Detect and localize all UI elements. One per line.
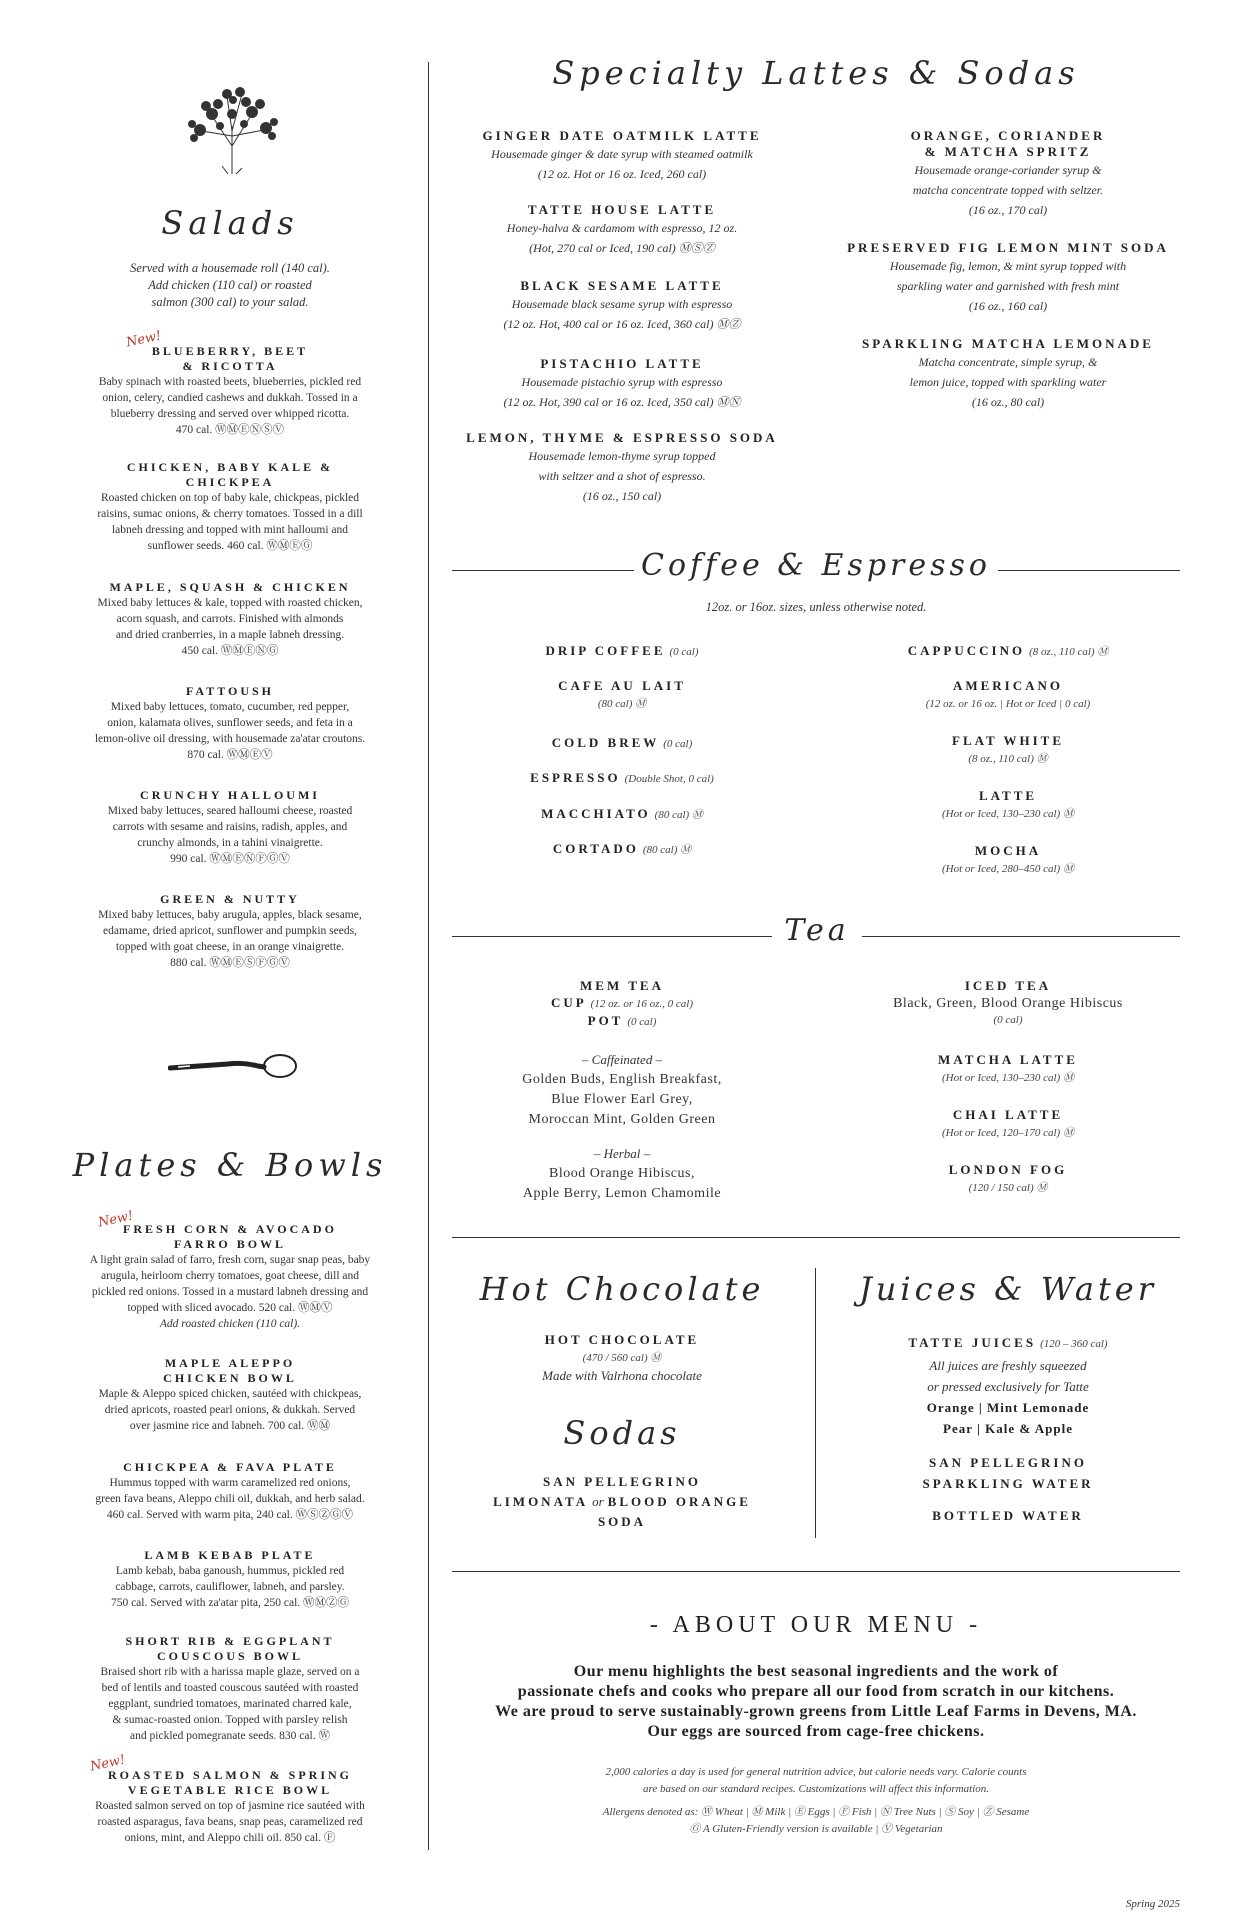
coffee-drip	[452, 642, 792, 660]
hot-chocolate-name: HOT CHOCOLATE	[544, 1332, 700, 1347]
salads-title: Salads	[161, 204, 299, 242]
plate-item-corn-avocado	[40, 1222, 420, 1332]
plate-item-desc: onions, mint, and Aleppo chili oil. 850 cal. Ⓕ	[124, 1832, 336, 1844]
juices-title: Juices & Water	[858, 1270, 1158, 1308]
salad-item-desc: crunchy almonds, in a tahini vinaigrette.	[137, 837, 323, 849]
latte-desc: Housemade orange-coriander syrup &	[914, 163, 1102, 177]
sodas-title: Sodas	[563, 1414, 681, 1452]
coffee-divider-right	[998, 570, 1180, 571]
season-footer: Spring 2025	[1125, 1898, 1180, 1910]
vertical-divider-main	[428, 62, 429, 1850]
tea-caffeinated-list: Blue Flower Earl Grey,	[551, 1092, 693, 1107]
coffee-cafe-au-lait	[452, 678, 792, 714]
salad-item-desc: Mixed baby lettuces, seared halloumi cheese, roasted	[107, 805, 353, 817]
plate-item-name: VEGETABLE RICE BOWL	[127, 1783, 333, 1797]
tea-cup: CUP	[550, 995, 587, 1010]
tea-herbal-list: Apple Berry, Lemon Chamomile	[522, 1186, 722, 1201]
salad-item-desc: 870 cal. ⓌⓂⒺⓋ	[187, 749, 273, 761]
plate-item-desc: pickled red onions. Tossed in a mustard labneh dressing and	[91, 1286, 369, 1298]
plate-item-name: CHICKPEA & FAVA PLATE	[123, 1460, 337, 1474]
about-line: We are proud to serve sustainably-grown greens from Little Leaf Farms in Devens, MA.	[495, 1703, 1137, 1720]
plate-item-desc: 460 cal. Served with warm pita, 240 cal. ⓌⓈⓏⒼⓋ	[106, 1509, 354, 1521]
juices-tatte	[838, 1332, 1178, 1439]
tea-name: CHAI LATTE	[952, 1107, 1064, 1122]
latte-desc: Housemade black sesame syrup with espresso	[511, 297, 733, 311]
new-badge-blueberry: New!	[124, 328, 163, 351]
latte-desc: Housemade lemon-thyme syrup topped	[528, 449, 716, 463]
coffee-cal: (0 cal)	[669, 646, 699, 658]
about-title: - ABOUT OUR MENU -	[649, 1612, 983, 1638]
salad-item-desc: Mixed baby lettuces & kale, topped with roasted chicken,	[97, 597, 363, 609]
about-line: passionate chefs and cooks who prepare all our food from scratch in our kitchens.	[517, 1683, 1115, 1700]
juices-flavors: Orange | Mint Lemonade	[926, 1400, 1090, 1415]
salad-item-desc: onion, kalamata olives, sunflower seeds, and feta in a	[107, 717, 353, 729]
about-line: Our eggs are sourced from cage-free chickens.	[647, 1723, 985, 1740]
plate-item-maple-aleppo	[40, 1356, 420, 1434]
salad-item-desc: Mixed baby lettuces, tomato, cucumber, red pepper,	[110, 701, 350, 713]
coffee-subtitle: 12oz. or 16oz. sizes, unless otherwise noted.	[705, 600, 927, 614]
coffee-name: CAFE AU LAIT	[558, 678, 686, 693]
allergens-legend: Allergens denoted as: Ⓦ Wheat | Ⓜ Milk | Ⓔ Eggs | Ⓕ Fish | Ⓝ Tree Nuts | Ⓢ Soy | Ⓩ Sesame	[602, 1806, 1030, 1818]
new-badge-corn: New!	[96, 1208, 135, 1231]
coffee-cappuccino	[838, 642, 1178, 660]
latte-item-fig-lemon	[838, 240, 1178, 316]
salad-item-name: GREEN & NUTTY	[160, 892, 300, 906]
juices-sparkling-line: SPARKLING WATER	[922, 1476, 1094, 1491]
plate-item-desc: Braised short rib with a harissa maple glaze, served on a	[100, 1666, 360, 1678]
latte-name: & MATCHA SPRITZ	[924, 144, 1092, 159]
latte-item-black-sesame	[452, 278, 792, 334]
salad-item-name: & RICOTTA	[182, 359, 278, 373]
hot-chocolate-cal: (470 / 560 cal) Ⓜ	[582, 1352, 662, 1364]
latte-desc: (12 oz. Hot, 390 cal or 16 oz. Iced, 350 cal) ⓂⓃ	[503, 395, 741, 409]
plate-item-name: MAPLE ALEPPO	[164, 1356, 296, 1370]
latte-desc: Housemade pistachio syrup with espresso	[521, 375, 723, 389]
tea-cal: (120 / 150 cal) Ⓜ	[968, 1182, 1048, 1194]
salads-intro: Served with a housemade roll (140 cal). Add chicken (110 cal) or roasted salmon (300 cal) to your salad.	[130, 261, 330, 309]
coffee-cal: (8 oz., 110 cal) Ⓜ	[968, 753, 1048, 765]
hotchoc-juice-divider	[815, 1268, 816, 1538]
latte-desc: Housemade fig, lemon, & mint syrup topped with	[889, 259, 1127, 273]
tea-matcha-latte	[838, 1052, 1178, 1088]
coffee-divider-left	[452, 570, 634, 571]
coffee-name: ESPRESSO	[530, 770, 621, 785]
latte-desc: sparkling water and garnished with fresh mint	[896, 279, 1120, 293]
latte-item-lemon-thyme	[452, 430, 792, 506]
latte-desc: (16 oz., 170 cal)	[968, 203, 1048, 217]
gluten-legend: Ⓖ A Gluten-Friendly version is available | Ⓥ Vegetarian	[689, 1823, 943, 1835]
coffee-name: LATTE	[978, 788, 1038, 803]
juices-bottled-name: BOTTLED WATER	[932, 1508, 1084, 1523]
tea-caffeinated-list: Golden Buds, English Breakfast,	[522, 1072, 722, 1087]
salad-item-name: FATTOUSH	[185, 684, 274, 698]
latte-desc: Honey-halva & cardamom with espresso, 12 oz.	[506, 221, 738, 235]
juices-sparkling	[838, 1452, 1178, 1494]
plate-item-desc: over jasmine rice and labneh. 700 cal. ⓌⓂ	[129, 1420, 331, 1432]
latte-desc: matcha concentrate topped with seltzer.	[912, 183, 1104, 197]
juices-name: TATTE JUICES	[908, 1335, 1037, 1350]
plate-item-desc: topped with sliced avocado. 520 cal. ⓌⓂⓋ	[127, 1302, 333, 1314]
coffee-flat-white	[838, 733, 1178, 769]
coffee-name: MACCHIATO	[541, 806, 651, 821]
sodas-item	[452, 1472, 792, 1532]
sodas-blood-orange: BLOOD ORANGE	[607, 1494, 751, 1509]
salad-item-green-nutty	[40, 892, 420, 971]
salad-item-maple-squash	[40, 580, 420, 659]
coffee-title: Coffee & Espresso	[641, 548, 991, 583]
salad-item-desc: 990 cal. ⓌⓂⒺⓃⒻⒼⓋ	[170, 853, 290, 865]
coffee-mocha	[838, 843, 1178, 879]
plate-item-desc: Hummus topped with warm caramelized red onions,	[109, 1477, 351, 1489]
plate-item-desc: arugula, heirloom cherry tomatoes, goat cheese, dill and	[100, 1270, 360, 1282]
salad-item-desc: 450 cal. ⓌⓂⒺⓃⒼ	[181, 645, 279, 657]
salad-item-name: CHICKEN, BABY KALE &	[126, 460, 334, 474]
about-disclaimer	[452, 1764, 1180, 1838]
latte-item-tatte-house	[452, 202, 792, 258]
plate-item-name: FRESH CORN & AVOCADO	[123, 1222, 337, 1236]
coffee-name: COLD BREW	[551, 735, 660, 750]
salad-item-desc: sunflower seeds. 460 cal. ⓌⓂⒺⒼ	[147, 540, 313, 552]
juices-desc: All juices are freshly squeezed	[929, 1358, 1087, 1373]
plate-item-name: SHORT RIB & EGGPLANT	[125, 1634, 335, 1648]
tea-title: Tea	[784, 913, 850, 948]
plate-item-desc: eggplant, sundried tomatoes, marinated charred kale,	[108, 1698, 352, 1710]
coffee-cortado	[452, 840, 792, 858]
plate-item-name: COUSCOUS BOWL	[156, 1649, 304, 1663]
tea-cal: (Hot or Iced, 130–230 cal) Ⓜ	[942, 1072, 1074, 1084]
hot-chocolate-item	[452, 1332, 792, 1384]
coffee-cal: (Double Shot, 0 cal)	[624, 773, 714, 785]
tea-london-fog	[838, 1162, 1178, 1198]
tea-iced-desc: Black, Green, Blood Orange Hibiscus	[893, 996, 1123, 1011]
latte-desc: lemon juice, topped with sparkling water	[909, 375, 1107, 389]
coffee-espresso	[452, 769, 792, 787]
latte-name: TATTE HOUSE LATTE	[527, 202, 717, 217]
plate-item-name: LAMB KEBAB PLATE	[144, 1548, 316, 1562]
coffee-name: CORTADO	[552, 841, 639, 856]
latte-item-ginger-date	[452, 128, 792, 184]
juices-flavors: Pear | Kale & Apple	[943, 1421, 1073, 1436]
salad-item-desc: labneh dressing and topped with mint halloumi and	[111, 524, 349, 536]
tea-cal: (Hot or Iced, 120–170 cal) Ⓜ	[942, 1127, 1074, 1139]
coffee-name: DRIP COFFEE	[545, 643, 666, 658]
sodas-line: SAN PELLEGRINO	[543, 1474, 701, 1489]
salad-item-name: BLUEBERRY, BEET	[151, 344, 309, 358]
section-divider-2	[452, 1571, 1180, 1572]
tea-name: MATCHA LATTE	[938, 1052, 1078, 1067]
salad-item-name: MAPLE, SQUASH & CHICKEN	[109, 580, 351, 594]
plate-item-desc: Roasted salmon served on top of jasmine rice sautéed with	[95, 1800, 365, 1812]
tea-caffeinated	[452, 1050, 792, 1130]
tea-herbal-list: Blood Orange Hibiscus,	[549, 1166, 695, 1181]
coffee-cal: (12 oz. or 16 oz. | Hot or Iced | 0 cal)	[925, 698, 1091, 710]
salad-item-desc: raisins, sumac onions, & cherry tomatoes. Tossed in a dill	[97, 508, 363, 520]
latte-name: GINGER DATE OATMILK LATTE	[482, 128, 762, 143]
latte-desc: (12 oz. Hot, 400 cal or 16 oz. Iced, 360 cal) ⓂⓏ	[503, 317, 741, 331]
section-divider-1	[452, 1237, 1180, 1238]
new-badge-salmon: New!	[88, 1752, 127, 1775]
salad-item-desc: acorn squash, and carrots. Finished with almonds	[116, 613, 344, 625]
spoon-illustration	[168, 1050, 300, 1084]
latte-desc: (16 oz., 160 cal)	[968, 299, 1048, 313]
sodas-limonata: LIMONATA	[493, 1494, 589, 1509]
coffee-name: CAPPUCCINO	[907, 643, 1026, 658]
sodas-line: SODA	[597, 1514, 647, 1529]
plate-item-desc: roasted asparagus, fava beans, snap peas, caramelized red	[97, 1816, 363, 1828]
plate-item-desc: & sumac-roasted onion. Topped with parsley relish	[112, 1714, 348, 1726]
tea-chai-latte	[838, 1107, 1178, 1143]
coffee-cold-brew	[452, 734, 792, 752]
tea-mem-tea	[452, 978, 792, 1030]
coffee-macchiato	[452, 805, 792, 823]
salad-item-desc: Roasted chicken on top of baby kale, chickpeas, pickled	[100, 492, 360, 504]
salad-item-desc: 880 cal. ⓌⓂⒺⓈⒻⒼⓋ	[170, 957, 290, 969]
latte-desc: Matcha concentrate, simple syrup, &	[918, 355, 1098, 369]
coffee-cal: (80 cal) Ⓜ	[654, 809, 703, 821]
coffee-name: AMERICANO	[952, 678, 1064, 693]
tea-name: MEM TEA	[580, 978, 664, 993]
tea-pot: POT	[587, 1013, 624, 1028]
latte-desc: (Hot, 270 cal or Iced, 190 cal) ⓂⓈⓏ	[529, 241, 715, 255]
tea-cup-note: (12 oz. or 16 oz., 0 cal)	[590, 998, 694, 1010]
salad-item-desc: lemon-olive oil dressing, with housemade za'atar croutons.	[94, 733, 366, 745]
salad-item-name: CRUNCHY HALLOUMI	[140, 788, 320, 802]
latte-name: LEMON, THYME & ESPRESSO SODA	[466, 430, 778, 445]
coffee-cal: (Hot or Iced, 280–450 cal) Ⓜ	[942, 863, 1074, 875]
latte-name: PRESERVED FIG LEMON MINT SODA	[847, 240, 1169, 255]
plate-item-desc: green fava beans, Aleppo chili oil, dukkah, and herb salad.	[95, 1493, 365, 1505]
coffee-cal: (0 cal)	[663, 738, 693, 750]
salad-item-desc: topped with goat cheese, in an orange vinaigrette.	[115, 941, 345, 953]
salad-item-name: CHICKPEA	[185, 475, 275, 489]
tea-name: ICED TEA	[964, 978, 1052, 993]
salad-item-fattoush	[40, 684, 420, 763]
latte-item-orange-matcha	[838, 128, 1178, 220]
tea-divider-right	[862, 936, 1180, 937]
coffee-cal: (80 cal) Ⓜ	[642, 844, 692, 856]
salad-item-blueberry	[40, 344, 420, 438]
salad-item-desc: blueberry dressing and served over whipped ricotta.	[110, 408, 350, 420]
plate-item-lamb-kebab	[40, 1548, 420, 1611]
coffee-name: MOCHA	[974, 843, 1042, 858]
plate-item-name: ROASTED SALMON & SPRING	[107, 1768, 353, 1782]
herb-illustration	[172, 86, 292, 176]
tea-divider-left	[452, 936, 772, 937]
salad-item-crunchy-halloumi	[40, 788, 420, 867]
salad-item-desc: Mixed baby lettuces, baby arugula, apples, black sesame,	[98, 909, 362, 921]
salad-item-desc: Baby spinach with roasted beets, blueberries, pickled red	[98, 376, 362, 388]
salad-item-desc: onion, celery, candied cashews and dukkah. Tossed in a	[102, 392, 358, 404]
juices-bottled	[838, 1508, 1178, 1524]
juices-sparkling-line: SAN PELLEGRINO	[929, 1455, 1087, 1470]
juices-cal: (120 – 360 cal)	[1040, 1338, 1108, 1350]
latte-name: ORANGE, CORIANDER	[910, 128, 1106, 143]
plate-item-extra: Add roasted chicken (110 cal).	[159, 1318, 301, 1330]
latte-item-pistachio	[452, 356, 792, 412]
tea-iced-tea	[838, 978, 1178, 1026]
latte-name: BLACK SESAME LATTE	[520, 278, 724, 293]
coffee-latte	[838, 788, 1178, 824]
tea-pot-note: (0 cal)	[627, 1016, 657, 1028]
disclaimer-line: are based on our standard recipes. Customizations will affect this information.	[643, 1783, 989, 1795]
plate-item-desc: dried apricots, roasted pearl onions, & dukkah. Served	[104, 1404, 356, 1416]
plate-item-desc: A light grain salad of farro, fresh corn, sugar snap peas, baby	[89, 1254, 371, 1266]
latte-desc: with seltzer and a shot of espresso.	[538, 469, 706, 483]
salad-item-desc: edamame, dried apricot, sunflower and pumpkin seeds,	[103, 925, 357, 937]
hot-chocolate-title: Hot Chocolate	[479, 1270, 765, 1308]
plate-item-desc: bed of lentils and toasted couscous sautéed with roasted	[101, 1682, 359, 1694]
about-line: Our menu highlights the best seasonal ingredients and the work of	[573, 1663, 1059, 1680]
plate-item-desc: Maple & Aleppo spiced chicken, sautéed with chickpeas,	[98, 1388, 362, 1400]
salad-item-desc: carrots with sesame and raisins, radish, apples, and	[112, 821, 348, 833]
latte-desc: Housemade ginger & date syrup with steamed oatmilk	[491, 147, 753, 161]
sodas-or: or	[592, 1494, 604, 1509]
plate-item-roasted-salmon	[40, 1768, 420, 1846]
salad-item-desc: 470 cal. ⓌⓂⒺⓃⓈⓋ	[175, 424, 285, 436]
salad-item-desc: and dried cranberries, in a maple labneh dressing.	[115, 629, 345, 641]
latte-item-sparkling-matcha	[838, 336, 1178, 412]
plate-item-desc: cabbage, carrots, cauliflower, labneh, and parsley.	[115, 1581, 345, 1593]
coffee-name: FLAT WHITE	[952, 733, 1064, 748]
plate-item-name: FARRO BOWL	[173, 1237, 287, 1251]
plate-item-chickpea-fava	[40, 1460, 420, 1523]
lattes-title: Specialty Lattes & Sodas	[552, 54, 1080, 92]
disclaimer-line: 2,000 calories a day is used for general nutrition advice, but calorie needs vary. Calorie counts	[605, 1766, 1027, 1778]
latte-name: PISTACHIO LATTE	[540, 356, 704, 371]
coffee-cal: (8 oz., 110 cal) Ⓜ	[1029, 646, 1109, 658]
tea-caffeinated-label: – Caffeinated –	[581, 1052, 663, 1067]
plate-item-desc: 750 cal. Served with za'atar pita, 250 cal. ⓌⓂⓏⒼ	[110, 1597, 350, 1609]
tea-iced-cal: (0 cal)	[993, 1014, 1023, 1026]
plates-title: Plates & Bowls	[72, 1146, 388, 1184]
hot-chocolate-note: Made with Valrhona chocolate	[542, 1368, 702, 1383]
tea-name: LONDON FOG	[948, 1162, 1068, 1177]
plate-item-short-rib	[40, 1634, 420, 1744]
coffee-cal: (Hot or Iced, 130–230 cal) Ⓜ	[942, 808, 1074, 820]
tea-caffeinated-list: Moroccan Mint, Golden Green	[528, 1112, 716, 1127]
plate-item-desc: and pickled pomegranate seeds. 830 cal. Ⓦ	[130, 1730, 330, 1742]
coffee-cal: (80 cal) Ⓜ	[597, 698, 647, 710]
latte-desc: (16 oz., 80 cal)	[971, 395, 1045, 409]
salad-item-chicken-kale	[40, 460, 420, 554]
latte-desc: (16 oz., 150 cal)	[582, 489, 662, 503]
juices-desc: or pressed exclusively for Tatte	[927, 1379, 1089, 1394]
latte-name: SPARKLING MATCHA LEMONADE	[862, 336, 1154, 351]
plate-item-desc: Lamb kebab, baba ganoush, hummus, pickled red	[115, 1565, 345, 1577]
plate-item-name: CHICKEN BOWL	[163, 1371, 297, 1385]
latte-desc: (12 oz. Hot or 16 oz. Iced, 260 cal)	[537, 167, 707, 181]
tea-herbal	[452, 1144, 792, 1204]
coffee-americano	[838, 678, 1178, 714]
tea-herbal-label: – Herbal –	[593, 1146, 651, 1161]
about-body	[440, 1662, 1192, 1742]
